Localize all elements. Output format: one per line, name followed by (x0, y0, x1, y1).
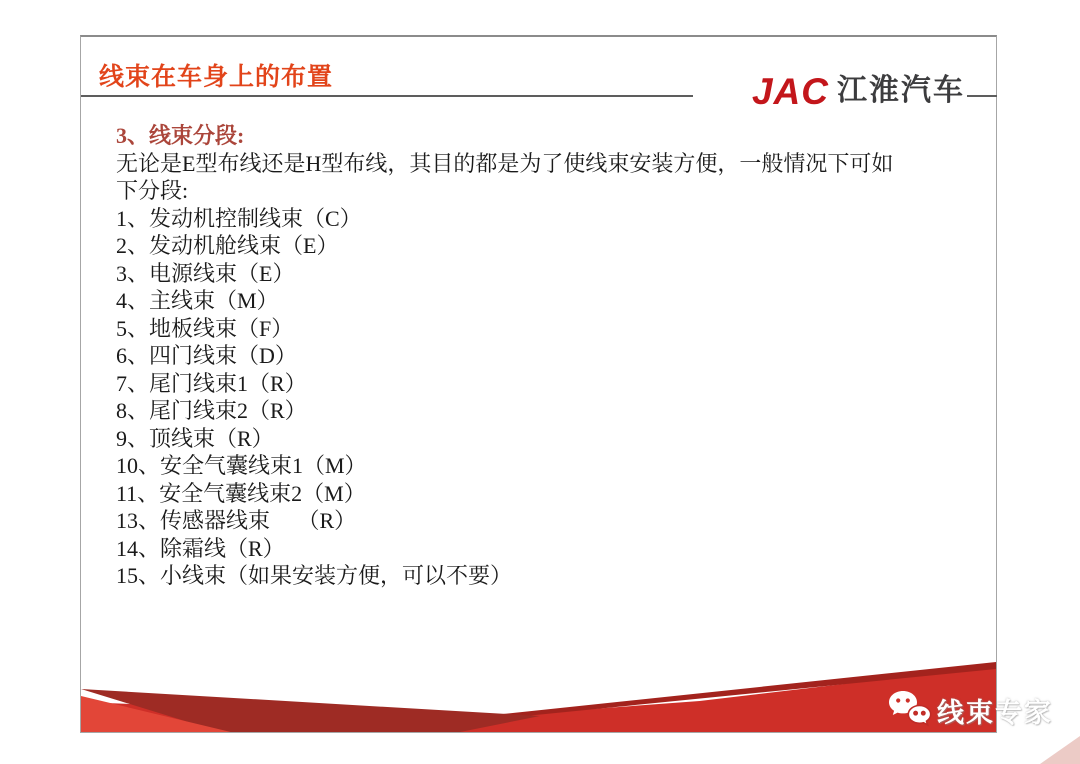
jac-logo-text: JAC (751, 70, 829, 112)
list-item: 8、尾门线束2（R） (116, 398, 307, 423)
list-item: 10、安全气囊线束1（M） (116, 453, 367, 478)
wechat-watermark (888, 690, 1053, 730)
corner-accent-shape (1040, 736, 1080, 764)
list-item: 2、发动机舱线束（E） (116, 233, 339, 258)
list-item: 7、尾门线束1（R） (116, 370, 307, 396)
header-rule-left (81, 95, 693, 97)
intro-line: 无论是E型布线还是H型布线，其目的都是为了使线束安装方便，一般情况下可如 (116, 150, 894, 176)
list-item: 6、四门线束（D） (116, 343, 297, 368)
header-rule-right (967, 95, 997, 97)
jac-logo-cn-text: 江淮汽车 (837, 74, 965, 107)
slide-title: 线束在车身上的布置 (99, 63, 334, 91)
list-item: 9、顶线束（R） (116, 425, 274, 451)
list-item: 11、安全气囊线束2（M） (116, 480, 366, 506)
wechat-icon (888, 690, 932, 730)
list-item: 13、传感器线束 （R） (116, 508, 357, 533)
section-title: 3、线束分段: (116, 123, 245, 148)
presentation-slide (80, 35, 997, 733)
watermark-label: 线束专家 (937, 697, 1053, 728)
list-item: 5、地板线束（F） (116, 315, 294, 341)
bottom-swoosh-graphic (81, 652, 996, 732)
list-item: 14、除霜线（R） (116, 535, 285, 561)
jac-logo (697, 69, 965, 113)
list-item: 1、发动机控制线束（C） (116, 205, 362, 231)
intro-line: 下分段: (116, 178, 189, 203)
slide-content (116, 122, 976, 590)
list-item: 15、小线束（如果安装方便，可以不要） (116, 563, 513, 588)
list-item: 3、电源线束（E） (116, 260, 295, 286)
list-item: 4、主线束（M） (116, 288, 279, 313)
